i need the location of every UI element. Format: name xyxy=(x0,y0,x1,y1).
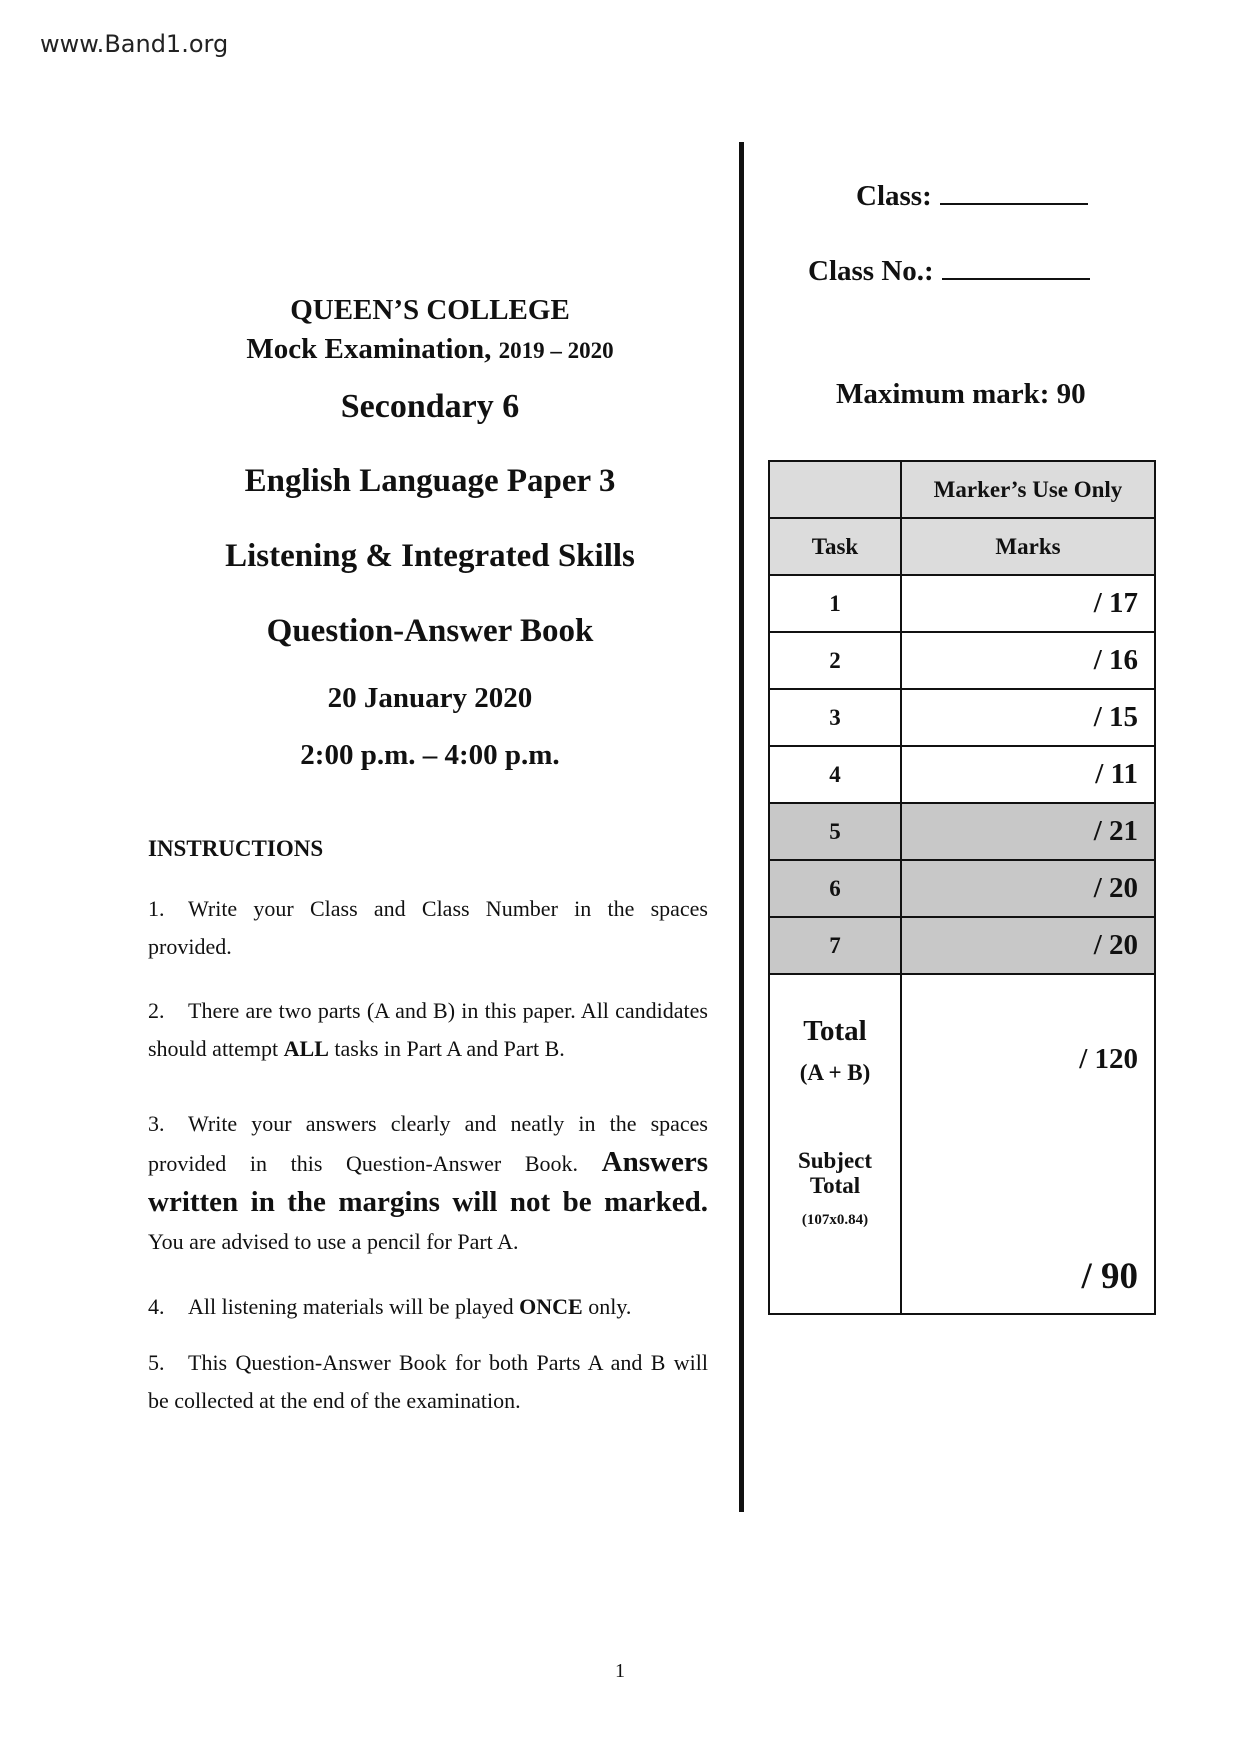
class-label: Class: xyxy=(856,180,932,212)
instruction-item xyxy=(148,1344,708,1420)
table-row xyxy=(769,632,1155,689)
marks-header: Marks xyxy=(901,518,1155,575)
instructions-heading: INSTRUCTIONS xyxy=(148,836,324,861)
instruction-number: 4. xyxy=(148,1294,165,1319)
class-number-label: Class No.: xyxy=(808,255,934,287)
instruction-text: This Question-Answer Book for both Parts A and B will be collected at the end of the examination. xyxy=(148,1350,708,1413)
total-label-cell xyxy=(769,974,901,1314)
subject-label-line1: Subject xyxy=(797,1148,873,1173)
book-title: Question-Answer Book xyxy=(266,613,594,649)
instruction-text: All listening materials will be played xyxy=(188,1294,520,1319)
exam-year: 2019 – 2020 xyxy=(498,338,614,363)
exam-date: 20 January 2020 xyxy=(327,682,533,714)
task-marks: / 11 xyxy=(901,746,1155,803)
instruction-number: 1. xyxy=(148,896,165,921)
subject-calc: (107x0.84) xyxy=(801,1212,869,1228)
task-marks: / 20 xyxy=(901,917,1155,974)
table-row xyxy=(769,689,1155,746)
class-number-field[interactable] xyxy=(808,255,1090,288)
paper-subtitle: Listening & Integrated Skills xyxy=(225,538,635,574)
subject-total-marks: / 90 xyxy=(1081,1256,1138,1297)
exam-time: 2:00 p.m. – 4:00 p.m. xyxy=(300,739,560,771)
class-blank[interactable] xyxy=(940,181,1088,205)
instruction-emphasis: ONCE xyxy=(519,1294,583,1319)
instruction-item xyxy=(148,1105,708,1261)
total-label: Total xyxy=(803,1015,867,1047)
level: Secondary 6 xyxy=(340,388,520,425)
subject-label-line2: Total xyxy=(809,1173,861,1198)
marker-use-header: Marker’s Use Only xyxy=(901,461,1155,518)
class-number-blank[interactable] xyxy=(942,256,1090,280)
table-header-row xyxy=(769,518,1155,575)
instruction-number: 2. xyxy=(148,998,165,1023)
task-marks: / 20 xyxy=(901,860,1155,917)
watermark: www.Band1.org xyxy=(40,30,229,58)
instruction-item xyxy=(148,992,708,1068)
instruction-text: tasks in Part A and Part B. xyxy=(328,1036,565,1061)
task-number: 3 xyxy=(769,689,901,746)
task-number: 5 xyxy=(769,803,901,860)
instruction-emphasis: ALL xyxy=(283,1036,329,1061)
exam-title xyxy=(130,333,730,366)
task-marks: / 16 xyxy=(901,632,1155,689)
page-number: 1 xyxy=(615,1660,625,1682)
instruction-number: 5. xyxy=(148,1350,165,1375)
table-row xyxy=(769,803,1155,860)
header-blank-cell xyxy=(769,461,901,518)
total-marks: / 120 xyxy=(1079,1043,1138,1075)
instruction-item xyxy=(148,890,708,966)
task-number: 1 xyxy=(769,575,901,632)
school-name: QUEEN’S COLLEGE xyxy=(290,294,570,326)
exam-name: Mock Examination, xyxy=(246,333,492,365)
task-number: 2 xyxy=(769,632,901,689)
task-marks: / 21 xyxy=(901,803,1155,860)
total-sub-label: (A + B) xyxy=(799,1060,871,1085)
total-row xyxy=(769,974,1155,1314)
task-number: 7 xyxy=(769,917,901,974)
instruction-text: Write your Class and Class Number in the spaces provided. xyxy=(148,896,708,959)
task-marks: / 15 xyxy=(901,689,1155,746)
table-row xyxy=(769,575,1155,632)
maximum-mark: Maximum mark: 90 xyxy=(836,378,1086,410)
task-header: Task xyxy=(769,518,901,575)
task-marks: / 17 xyxy=(901,575,1155,632)
subject-total-label xyxy=(770,1148,900,1198)
instruction-item xyxy=(148,1288,708,1326)
task-number: 6 xyxy=(769,860,901,917)
instruction-number: 3. xyxy=(148,1111,165,1136)
table-row xyxy=(769,860,1155,917)
table-row xyxy=(769,917,1155,974)
table-header-row xyxy=(769,461,1155,518)
vertical-divider xyxy=(739,142,744,1512)
instruction-emphasis: Answers written in the margins will not be marked. xyxy=(148,1146,708,1218)
table-row xyxy=(769,746,1155,803)
instruction-text: There are two parts (A and B) in this paper. All candidates should attempt xyxy=(148,998,708,1061)
task-number: 4 xyxy=(769,746,901,803)
paper-title: English Language Paper 3 xyxy=(244,463,616,499)
instruction-text: Write your answers clearly and neatly in the spaces provided in this Question-Answer Book. xyxy=(148,1111,708,1176)
marks-table xyxy=(768,460,1156,1315)
instruction-text: You are advised to use a pencil for Part A. xyxy=(148,1229,519,1254)
instruction-text: only. xyxy=(582,1294,632,1319)
total-marks-cell xyxy=(901,974,1155,1314)
class-field[interactable] xyxy=(856,180,1088,213)
